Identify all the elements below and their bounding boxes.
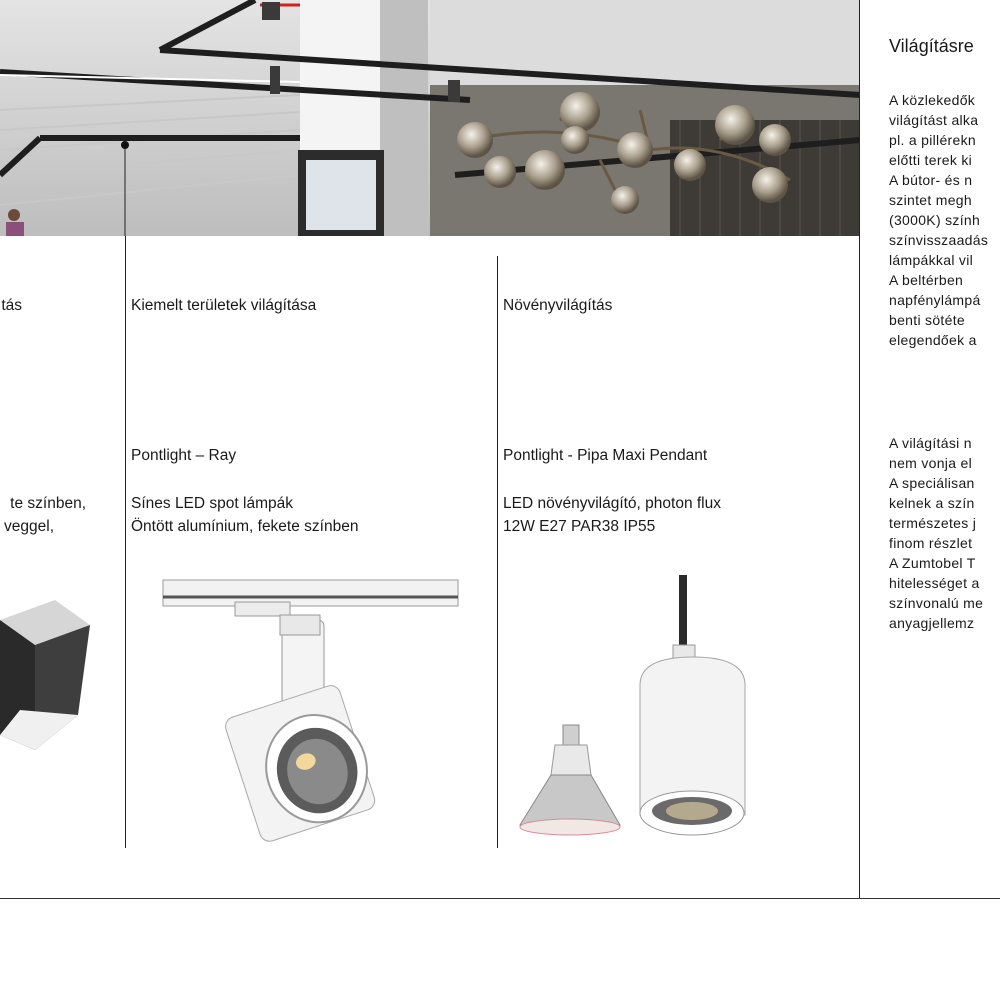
interior-render xyxy=(0,0,860,236)
paragraph-2-line: természetes j xyxy=(889,515,977,531)
column-1-title: tás xyxy=(1,297,22,314)
paragraph-2-line: finom részlet xyxy=(889,535,973,551)
fixture-3-pendant-image xyxy=(635,575,755,845)
paragraph-1-line: A közlekedők xyxy=(889,92,976,108)
column-3-desc-line-2: 12W E27 PAR38 IP55 xyxy=(503,518,656,535)
paragraph-1-line: benti sötéte xyxy=(889,312,965,328)
column-divider-2 xyxy=(497,256,498,848)
paragraph-1-line: világítást alka xyxy=(889,112,979,128)
paragraph-1-line: színvisszaadás xyxy=(889,232,989,248)
paragraph-1-line: lámpákkal vil xyxy=(889,252,974,268)
paragraph-1-line: pl. a pillérekn xyxy=(889,132,976,148)
column-2-title: Kiemelt területek világítása xyxy=(131,297,317,314)
right-panel-paragraph-2 xyxy=(889,433,1000,633)
right-panel-paragraph-1 xyxy=(889,90,1000,350)
paragraph-2-line: színvonalú me xyxy=(889,595,984,611)
paragraph-2-line: A speciálisan xyxy=(889,475,975,491)
right-panel-heading: Világításre xyxy=(889,36,974,56)
column-divider-1 xyxy=(125,236,126,848)
paragraph-2-line: A világítási n xyxy=(889,435,972,451)
paragraph-2-line: nem vonja el xyxy=(889,455,972,471)
paragraph-1-line: napfénylámpá xyxy=(889,292,981,308)
column-2-product-name: Pontlight – Ray xyxy=(131,447,237,464)
column-1-desc-line-2: veggel, xyxy=(4,518,54,535)
hero-interior-photo xyxy=(0,0,860,236)
column-3-desc-line-1: LED növényvilágító, photon flux xyxy=(503,495,721,512)
fixture-3-led-bulb-image xyxy=(515,720,625,845)
paragraph-2-line: hitelességet a xyxy=(889,575,980,591)
bottom-rule xyxy=(0,898,1000,899)
paragraph-1-line: elegendőek a xyxy=(889,332,977,348)
right-panel-border xyxy=(859,0,860,899)
paragraph-1-line: A bútor- és n xyxy=(889,172,973,188)
column-1-desc-line-1: te színben, xyxy=(10,495,86,512)
paragraph-1-line: A beltérben xyxy=(889,272,964,288)
paragraph-2-line: kelnek a szín xyxy=(889,495,975,511)
column-3-product-name: Pontlight - Pipa Maxi Pendant xyxy=(503,447,708,464)
paragraph-1-line: előtti terek ki xyxy=(889,152,973,168)
paragraph-2-line: A Zumtobel T xyxy=(889,555,976,571)
column-3-title: Növényvilágítás xyxy=(503,297,613,314)
right-panel xyxy=(889,36,1000,57)
paragraph-2-line: anyagjellemz xyxy=(889,615,975,631)
paragraph-1-line: szintet megh xyxy=(889,192,972,208)
column-2-desc-line-1: Sínes LED spot lámpák xyxy=(131,495,293,512)
fixture-2-track-spot-image xyxy=(160,575,460,845)
fixture-1-square-downlight-image xyxy=(0,585,90,755)
paragraph-1-line: (3000K) szính xyxy=(889,212,981,228)
column-2-desc-line-2: Öntött alumínium, fekete színben xyxy=(131,518,359,535)
